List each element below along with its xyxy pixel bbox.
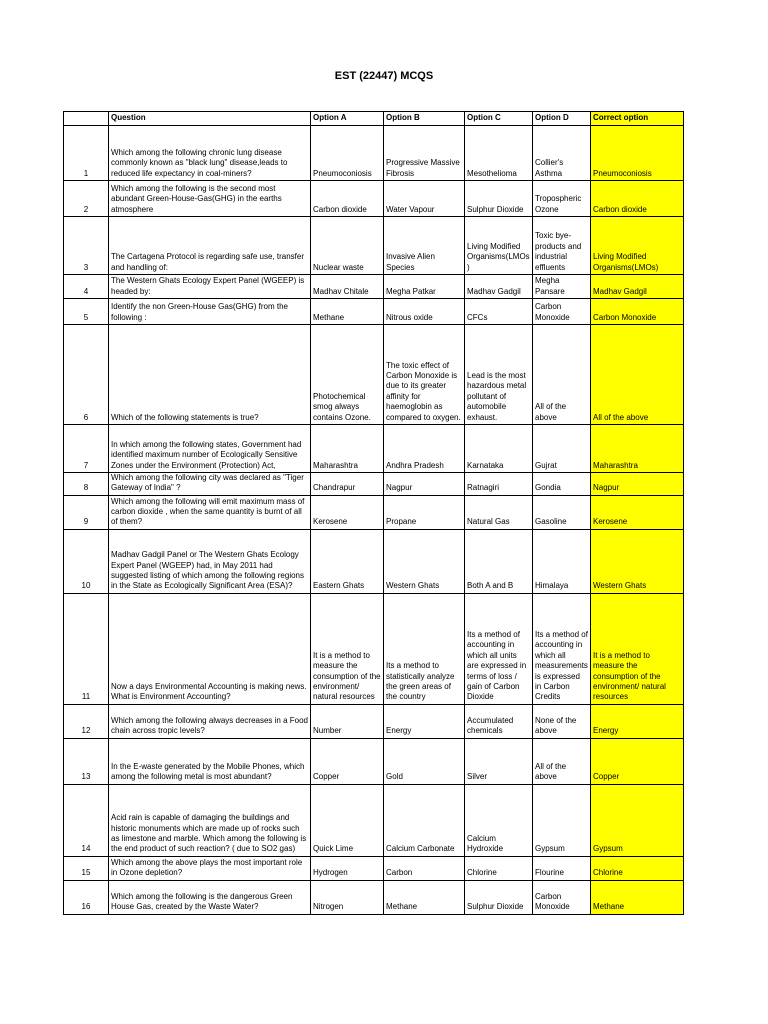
option-d: Carbon Monoxide bbox=[533, 299, 591, 325]
option-c: Accumulated chemicals bbox=[465, 704, 533, 738]
question-text: In which among the following states, Government had identified maximum number of Ecologically Sensitive Zones under the Environment (Protection) Act, bbox=[109, 425, 311, 473]
option-c: Lead is the most hazardous metal pollutant of automobile exhaust. bbox=[465, 325, 533, 425]
option-b: Methane bbox=[384, 880, 465, 914]
correct-option: Carbon dioxide bbox=[591, 181, 684, 217]
question-number: 15 bbox=[64, 856, 109, 880]
question-text: Identify the non Green-House Gas(GHG) from the following : bbox=[109, 299, 311, 325]
question-text: The Western Ghats Ecology Expert Panel (WGEEP) is headed by: bbox=[109, 275, 311, 299]
option-b: Propane bbox=[384, 495, 465, 529]
table-row bbox=[64, 425, 684, 473]
option-c: Chlorine bbox=[465, 856, 533, 880]
option-a: Carbon dioxide bbox=[311, 181, 384, 217]
table-row bbox=[64, 217, 684, 275]
option-b: Gold bbox=[384, 738, 465, 784]
option-b: Megha Patkar bbox=[384, 275, 465, 299]
question-text: Which among the following city was declared as "Tiger Gateway of India" ? bbox=[109, 473, 311, 496]
question-text: Which among the following is the second most abundant Green-House-Gas(GHG) in the earths atmosphere bbox=[109, 181, 311, 217]
correct-option: Methane bbox=[591, 880, 684, 914]
option-b: The toxic effect of Carbon Monoxide is due to its greater affinity for haemoglobin as compared to oxygen. bbox=[384, 325, 465, 425]
option-a: Methane bbox=[311, 299, 384, 325]
option-d: Tropospheric Ozone bbox=[533, 181, 591, 217]
question-text: Which of the following statements is true? bbox=[109, 325, 311, 425]
header-option-d: Option D bbox=[533, 112, 591, 126]
table-row bbox=[64, 473, 684, 496]
option-c: Karnataka bbox=[465, 425, 533, 473]
table-row bbox=[64, 529, 684, 593]
question-text: Now a days Environmental Accounting is making news. What is Environment Accounting? bbox=[109, 593, 311, 704]
header-question: Question bbox=[109, 112, 311, 126]
question-number: 8 bbox=[64, 473, 109, 496]
option-c: CFCs bbox=[465, 299, 533, 325]
question-number: 2 bbox=[64, 181, 109, 217]
question-number: 9 bbox=[64, 495, 109, 529]
option-c: Living Modified Organisms(LMOs) bbox=[465, 217, 533, 275]
question-text: Which among the following will emit maximum mass of carbon dioxide , when the same quantity is burnt of all of them? bbox=[109, 495, 311, 529]
option-a: Eastern Ghats bbox=[311, 529, 384, 593]
table-row bbox=[64, 738, 684, 784]
option-c: Madhav Gadgil bbox=[465, 275, 533, 299]
table-row bbox=[64, 495, 684, 529]
table-row bbox=[64, 856, 684, 880]
option-d: Megha Pansare bbox=[533, 275, 591, 299]
option-b: Calcium Carbonate bbox=[384, 784, 465, 856]
question-text: Which among the following chronic lung disease commonly known as "black lung" disease,leads to reduced life expectancy in coal-miners? bbox=[109, 126, 311, 181]
option-c: Natural Gas bbox=[465, 495, 533, 529]
option-d: None of the above bbox=[533, 704, 591, 738]
correct-option: Copper bbox=[591, 738, 684, 784]
option-b: Nagpur bbox=[384, 473, 465, 496]
correct-option: Madhav Gadgil bbox=[591, 275, 684, 299]
option-a: Photochemical smog always contains Ozone. bbox=[311, 325, 384, 425]
correct-option: Western Ghats bbox=[591, 529, 684, 593]
option-a: Chandrapur bbox=[311, 473, 384, 496]
option-a: Number bbox=[311, 704, 384, 738]
correct-option: Living Modified Organisms(LMOs) bbox=[591, 217, 684, 275]
question-text: Which among the following is the dangerous Green House Gas, created by the Waste Water? bbox=[109, 880, 311, 914]
correct-option: It is a method to measure the consumption of the environment/ natural resources bbox=[591, 593, 684, 704]
question-number: 13 bbox=[64, 738, 109, 784]
option-a: Nitrogen bbox=[311, 880, 384, 914]
question-text: Which among the above plays the most important role in Ozone depletion? bbox=[109, 856, 311, 880]
option-b: Nitrous oxide bbox=[384, 299, 465, 325]
option-a: Kerosene bbox=[311, 495, 384, 529]
header-number bbox=[64, 112, 109, 126]
correct-option: Chlorine bbox=[591, 856, 684, 880]
option-d: Gasoline bbox=[533, 495, 591, 529]
table-row bbox=[64, 181, 684, 217]
option-b: Energy bbox=[384, 704, 465, 738]
correct-option: Nagpur bbox=[591, 473, 684, 496]
option-d: Flourine bbox=[533, 856, 591, 880]
option-d: Gondia bbox=[533, 473, 591, 496]
option-a: Copper bbox=[311, 738, 384, 784]
correct-option: Pneumoconiosis bbox=[591, 126, 684, 181]
option-c: Sulphur Dioxide bbox=[465, 880, 533, 914]
question-number: 4 bbox=[64, 275, 109, 299]
option-b: Its a method to statistically analyze the green areas of the country bbox=[384, 593, 465, 704]
question-text: In the E-waste generated by the Mobile Phones, which among the following metal is most abundant? bbox=[109, 738, 311, 784]
question-number: 3 bbox=[64, 217, 109, 275]
option-a: Nuclear waste bbox=[311, 217, 384, 275]
header-option-c: Option C bbox=[465, 112, 533, 126]
option-c: Mesothelioma bbox=[465, 126, 533, 181]
question-text: Acid rain is capable of damaging the buildings and historic monuments which are made up of rocks such as limestone and marble. Which among the following is the end product of such reaction? ( due to SO2 gas) bbox=[109, 784, 311, 856]
correct-option: Kerosene bbox=[591, 495, 684, 529]
table-row bbox=[64, 299, 684, 325]
header-correct-option: Correct option bbox=[591, 112, 684, 126]
page-title: EST (22447) MCQS bbox=[334, 70, 434, 82]
option-b: Andhra Pradesh bbox=[384, 425, 465, 473]
question-number: 6 bbox=[64, 325, 109, 425]
option-d: Collier's Asthma bbox=[533, 126, 591, 181]
mcq-table bbox=[63, 111, 684, 915]
correct-option: Gypsum bbox=[591, 784, 684, 856]
option-a: It is a method to measure the consumption of the environment/ natural resources bbox=[311, 593, 384, 704]
option-a: Pneumoconiosis bbox=[311, 126, 384, 181]
option-a: Maharashtra bbox=[311, 425, 384, 473]
table-row bbox=[64, 275, 684, 299]
option-b: Invasive Alien Species bbox=[384, 217, 465, 275]
option-a: Madhav Chitale bbox=[311, 275, 384, 299]
table-row bbox=[64, 325, 684, 425]
question-number: 14 bbox=[64, 784, 109, 856]
option-d: Toxic bye-products and industrial effluents bbox=[533, 217, 591, 275]
question-number: 7 bbox=[64, 425, 109, 473]
option-d: Gujrat bbox=[533, 425, 591, 473]
option-a: Quick Lime bbox=[311, 784, 384, 856]
option-c: Both A and B bbox=[465, 529, 533, 593]
header-option-a: Option A bbox=[311, 112, 384, 126]
question-number: 11 bbox=[64, 593, 109, 704]
table-row bbox=[64, 704, 684, 738]
option-c: Ratnagiri bbox=[465, 473, 533, 496]
option-d: Its a method of accounting in which all measurements is expressed in Carbon Credits bbox=[533, 593, 591, 704]
option-c: Sulphur Dioxide bbox=[465, 181, 533, 217]
question-number: 10 bbox=[64, 529, 109, 593]
table-row bbox=[64, 880, 684, 914]
question-text: The Cartagena Protocol is regarding safe use, transfer and handling of: bbox=[109, 217, 311, 275]
table-row bbox=[64, 784, 684, 856]
table-row bbox=[64, 126, 684, 181]
option-d: Carbon Monoxide bbox=[533, 880, 591, 914]
option-d: All of the above bbox=[533, 325, 591, 425]
correct-option: Carbon Monoxide bbox=[591, 299, 684, 325]
option-d: All of the above bbox=[533, 738, 591, 784]
option-c: Its a method of accounting in which all units are expressed in terms of loss / gain of Carbon Dioxide bbox=[465, 593, 533, 704]
header-option-b: Option B bbox=[384, 112, 465, 126]
option-b: Carbon bbox=[384, 856, 465, 880]
option-d: Gypsum bbox=[533, 784, 591, 856]
correct-option: Energy bbox=[591, 704, 684, 738]
option-d: Himalaya bbox=[533, 529, 591, 593]
question-number: 12 bbox=[64, 704, 109, 738]
correct-option: All of the above bbox=[591, 325, 684, 425]
correct-option: Maharashtra bbox=[591, 425, 684, 473]
question-number: 5 bbox=[64, 299, 109, 325]
question-number: 16 bbox=[64, 880, 109, 914]
option-c: Silver bbox=[465, 738, 533, 784]
table-row bbox=[64, 593, 684, 704]
option-c: Calcium Hydroxide bbox=[465, 784, 533, 856]
question-text: Madhav Gadgil Panel or The Western Ghats Ecology Expert Panel (WGEEP) had, in May 2011 had suggested listing of which among the following regions in the State as Ecologically Significant Area (ESA)? bbox=[109, 529, 311, 593]
question-number: 1 bbox=[64, 126, 109, 181]
option-b: Western Ghats bbox=[384, 529, 465, 593]
option-a: Hydrogen bbox=[311, 856, 384, 880]
option-b: Progressive Massive Fibrosis bbox=[384, 126, 465, 181]
header-row bbox=[64, 112, 684, 126]
question-text: Which among the following always decreases in a Food chain across tropic levels? bbox=[109, 704, 311, 738]
option-b: Water Vapour bbox=[384, 181, 465, 217]
